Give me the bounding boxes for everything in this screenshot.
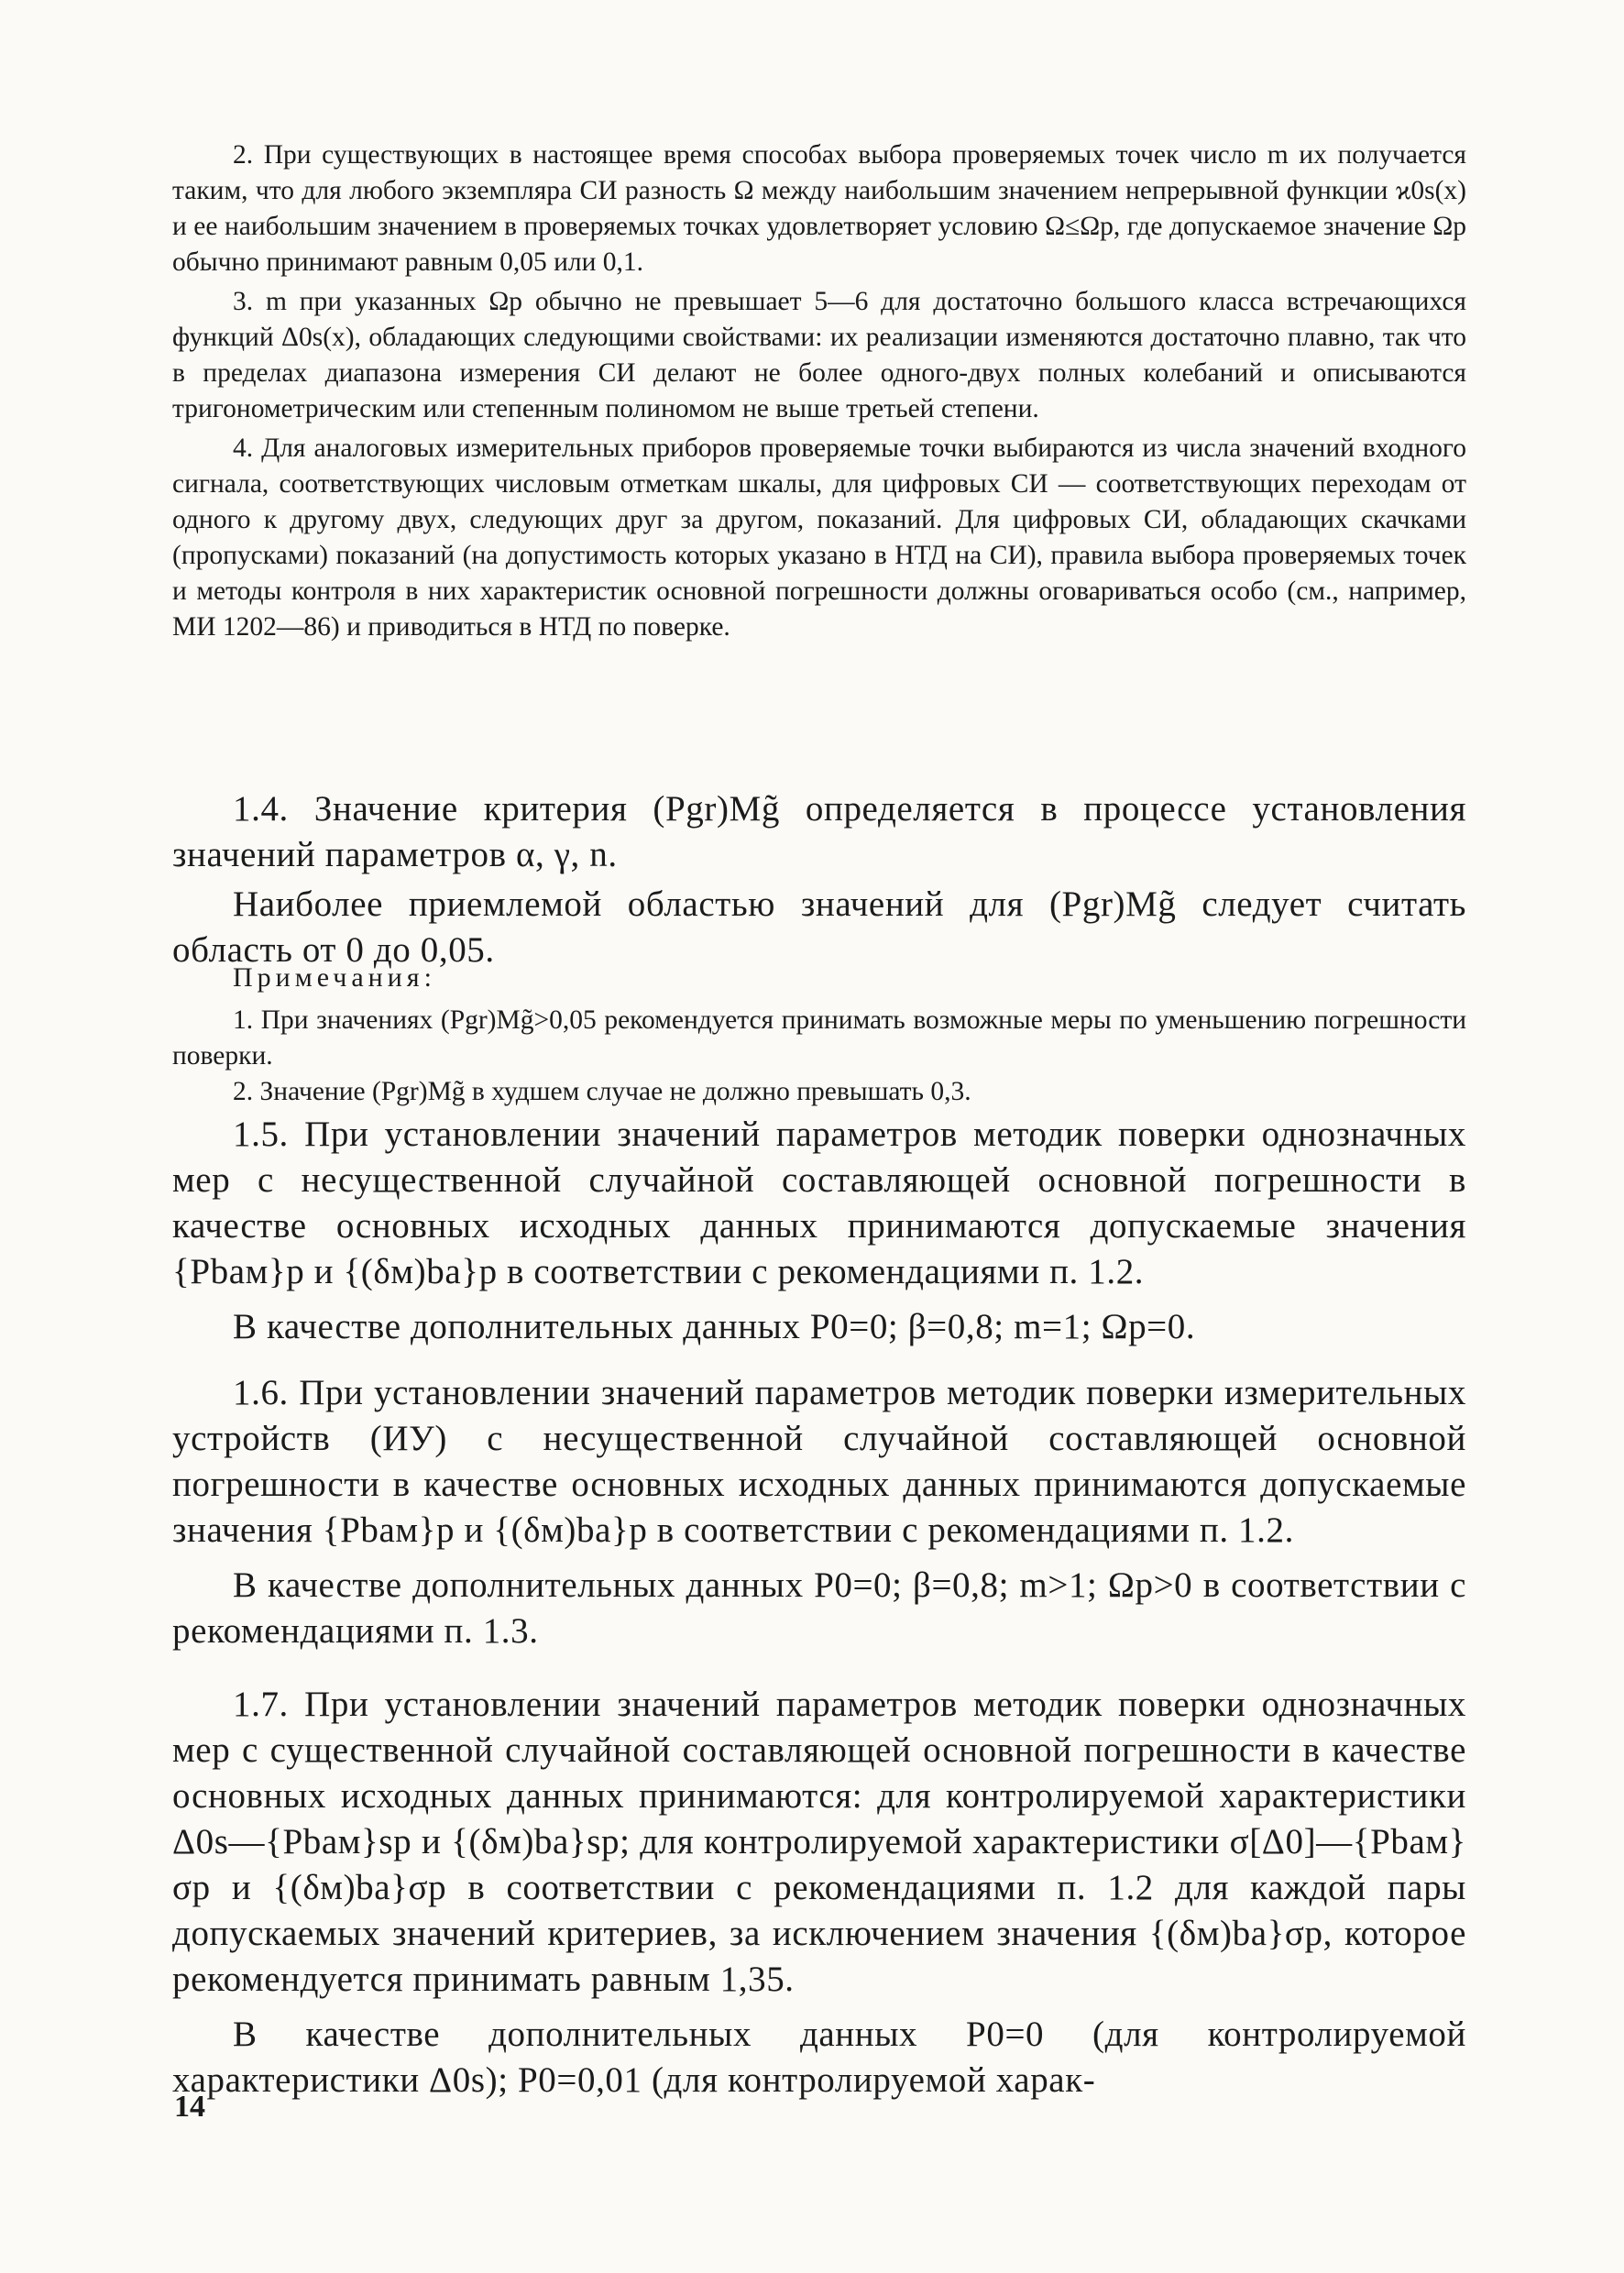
- section-1-7-additional-data: В качестве дополнительных данных P0=0 (для контролируемой характеристики Δ0s); P0=0,01 (для контролируемой харак-: [172, 2015, 1466, 2100]
- notes-list: [172, 1003, 1466, 1110]
- section-1-4-range-paragraph: Наиболее приемлемой областью значений для (Pgr)Mg̃ следует считать область от 0 до 0,05.: [172, 884, 1466, 970]
- note-1: 1. При значениях (Pgr)Mg̃>0,05 рекомендуется принимать возможные меры по уменьшению погрешности поверки.: [172, 1005, 1466, 1071]
- remark-3: 3. m при указанных Ωp обычно не превышает 5—6 для достаточно большого класса встречающихся функций Δ0s(x), обладающих следующими свойствами: их реализации изменяются достаточно плавно, так что в пределах диапазона измерения СИ делают не более одного-двух полных колебаний и описываются тригонометрическим или степенным полиномом не выше третьей степени.: [172, 287, 1466, 423]
- section-1-6: [172, 1370, 1466, 1654]
- notes-heading: Примечания:: [233, 962, 436, 993]
- top-numbered-remarks: [172, 137, 1466, 645]
- page-number: 14: [174, 2090, 205, 2124]
- remark-4: 4. Для аналоговых измерительных приборов проверяемые точки выбираются из числа значений входного сигнала, соответствующих числовым отметкам шкалы, для цифровых СИ — соответствующих переходам от одного к другому двух, следующих друг за другом, показаний. Для цифровых СИ, обладающих скачками (пропусками) показаний (на допустимость которых указано в НТД на СИ), правила выбора проверяемых точек и методы контроля в них характеристик основной погрешности должны оговариваться особо (см., например, МИ 1202—86) и приводиться в НТД по поверке.: [172, 434, 1466, 642]
- note-2: 2. Значение (Pgr)Mg̃ в худшем случае не должно превышать 0,3.: [233, 1077, 971, 1106]
- section-1-4: [172, 786, 1466, 973]
- section-1-7-paragraph: 1.7. При установлении значений параметров методик поверки однозначных мер с существенной случайной составляющей основной погрешности в качестве основных исходных данных принимаются: для контролируемой характеристики Δ0s—{Pbaм}sp и {(δм)ba}sp; для контролируемой характеристики σ[Δ0]—{Pbaм}σp и {(δм)ba}σp в соответствии с рекомендациями п. 1.2 для каждой пары допускаемых значений критериев, за исключением значения {(δм)ba}σp, которое рекомендуется принимать равным 1,35.: [172, 1685, 1466, 1999]
- section-1-6-additional-data: В качестве дополнительных данных P0=0; β=0,8; m>1; Ωp>0 в соответствии с рекомендациями п. 1.3.: [172, 1565, 1466, 1651]
- section-1-4-paragraph: 1.4. Значение критерия (Pgr)Mg̃ определяется в процессе установления значений параметров α, γ, n.: [172, 789, 1466, 874]
- section-1-5-paragraph: 1.5. При установлении значений параметров методик поверки однозначных мер с несущественной случайной составляющей основной погрешности в качестве основных исходных данных принимаются допускаемые значения {Pbaм}p и {(δм)ba}p в соответствии с рекомендациями п. 1.2.: [172, 1115, 1466, 1291]
- section-1-6-paragraph: 1.6. При установлении значений параметров методик поверки измерительных устройств (ИУ) с несущественной случайной составляющей основной погрешности в качестве основных исходных данных принимаются допускаемые значения {Pbaм}p и {(δм)ba}p в соответствии с рекомендациями п. 1.2.: [172, 1373, 1466, 1550]
- section-1-5: [172, 1112, 1466, 1350]
- remark-2: 2. При существующих в настоящее время способах выбора проверяемых точек число m их получается таким, что для любого экземпляра СИ разность Ω между наибольшим значением непрерывной функции ϰ0s(x) и ее наибольшим значением в проверяемых точках удовлетворяет условию Ω≤Ωp, где допускаемое значение Ωp обычно принимают равным 0,05 или 0,1.: [172, 140, 1466, 277]
- section-1-7: [172, 1682, 1466, 2103]
- section-1-5-additional-data: В качестве дополнительных данных P0=0; β=0,8; m=1; Ωp=0.: [233, 1307, 1196, 1346]
